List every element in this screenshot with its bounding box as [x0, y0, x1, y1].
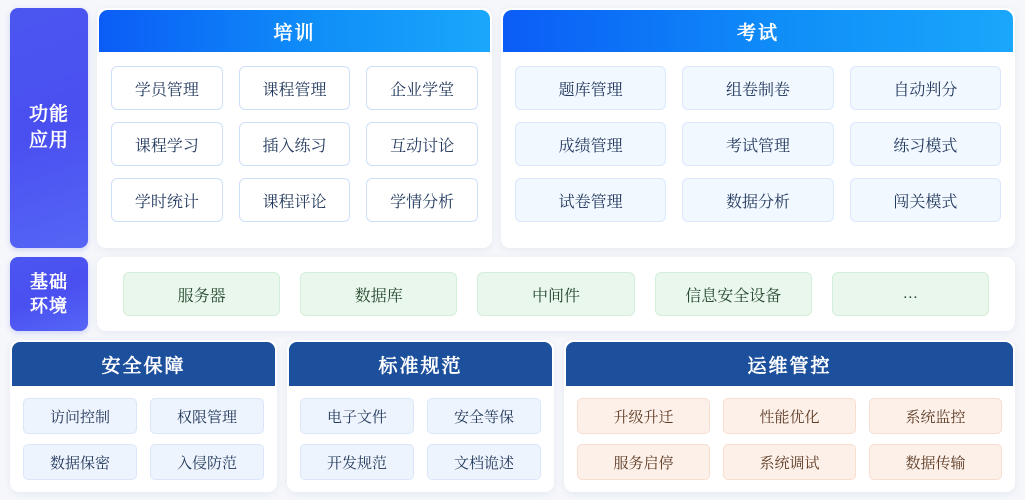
operations-item[interactable]: 性能优化	[723, 398, 856, 434]
sidebar-label-functional-line2: 应用	[28, 130, 69, 151]
operations-card-items	[564, 386, 1015, 492]
environment-item[interactable]: 中间件	[477, 272, 634, 316]
exam-item[interactable]: 自动判分	[850, 66, 1001, 110]
exam-item[interactable]: 试卷管理	[515, 178, 666, 222]
sidebar-label-functional-application	[10, 8, 88, 248]
training-item[interactable]: 学情分析	[366, 178, 478, 222]
operations-card-title: 运维管控	[566, 342, 1013, 386]
operations-item[interactable]: 系统监控	[869, 398, 1002, 434]
training-item[interactable]: 课程管理	[239, 66, 351, 110]
sidebar-label-base-environment	[10, 257, 88, 331]
functional-application-row	[10, 8, 1015, 248]
exam-panel	[501, 8, 1015, 248]
training-item[interactable]: 插入练习	[239, 122, 351, 166]
security-item[interactable]: 入侵防范	[150, 444, 264, 480]
security-card	[10, 340, 277, 492]
standard-item[interactable]: 文档诡述	[427, 444, 541, 480]
exam-item[interactable]: 考试管理	[682, 122, 833, 166]
training-panel-items	[97, 52, 492, 248]
exam-item[interactable]: 练习模式	[850, 122, 1001, 166]
operations-item[interactable]: 升级升迁	[577, 398, 710, 434]
sidebar-label-environment-line2: 环境	[30, 296, 68, 316]
base-environment-panel	[97, 257, 1015, 331]
base-environment-row	[10, 257, 1015, 331]
security-item[interactable]: 访问控制	[23, 398, 137, 434]
training-item[interactable]: 学员管理	[111, 66, 223, 110]
environment-item[interactable]: 数据库	[300, 272, 457, 316]
security-card-items	[10, 386, 277, 492]
exam-item[interactable]: 数据分析	[682, 178, 833, 222]
standard-card-items	[287, 386, 554, 492]
standard-card	[287, 340, 554, 492]
exam-item[interactable]: 题库管理	[515, 66, 666, 110]
training-item[interactable]: 课程学习	[111, 122, 223, 166]
exam-panel-title: 考试	[503, 10, 1013, 52]
security-item[interactable]: 权限管理	[150, 398, 264, 434]
sidebar-label-environment-line1: 基础	[30, 271, 68, 292]
exam-panel-items	[501, 52, 1015, 248]
sidebar-label-functional-line1: 功能	[28, 104, 69, 126]
training-item[interactable]: 课程评论	[239, 178, 351, 222]
standard-item[interactable]: 安全等保	[427, 398, 541, 434]
environment-item[interactable]: 服务器	[123, 272, 280, 316]
support-row	[10, 340, 1015, 492]
training-panel-title: 培训	[99, 10, 490, 52]
environment-item[interactable]: 信息安全设备	[655, 272, 812, 316]
standard-card-title: 标准规范	[289, 342, 552, 386]
training-panel	[97, 8, 492, 248]
exam-item[interactable]: 组卷制卷	[682, 66, 833, 110]
security-card-title: 安全保障	[12, 342, 275, 386]
training-item[interactable]: 企业学堂	[366, 66, 478, 110]
operations-card	[564, 340, 1015, 492]
standard-item[interactable]: 电子文件	[300, 398, 414, 434]
training-item[interactable]: 互动讨论	[366, 122, 478, 166]
exam-item[interactable]: 成绩管理	[515, 122, 666, 166]
operations-item[interactable]: 系统调试	[723, 444, 856, 480]
standard-item[interactable]: 开发规范	[300, 444, 414, 480]
operations-item[interactable]: 数据传输	[869, 444, 1002, 480]
operations-item[interactable]: 服务启停	[577, 444, 710, 480]
training-item[interactable]: 学时统计	[111, 178, 223, 222]
security-item[interactable]: 数据保密	[23, 444, 137, 480]
environment-item-more[interactable]: …	[832, 272, 989, 316]
exam-item[interactable]: 闯关模式	[850, 178, 1001, 222]
